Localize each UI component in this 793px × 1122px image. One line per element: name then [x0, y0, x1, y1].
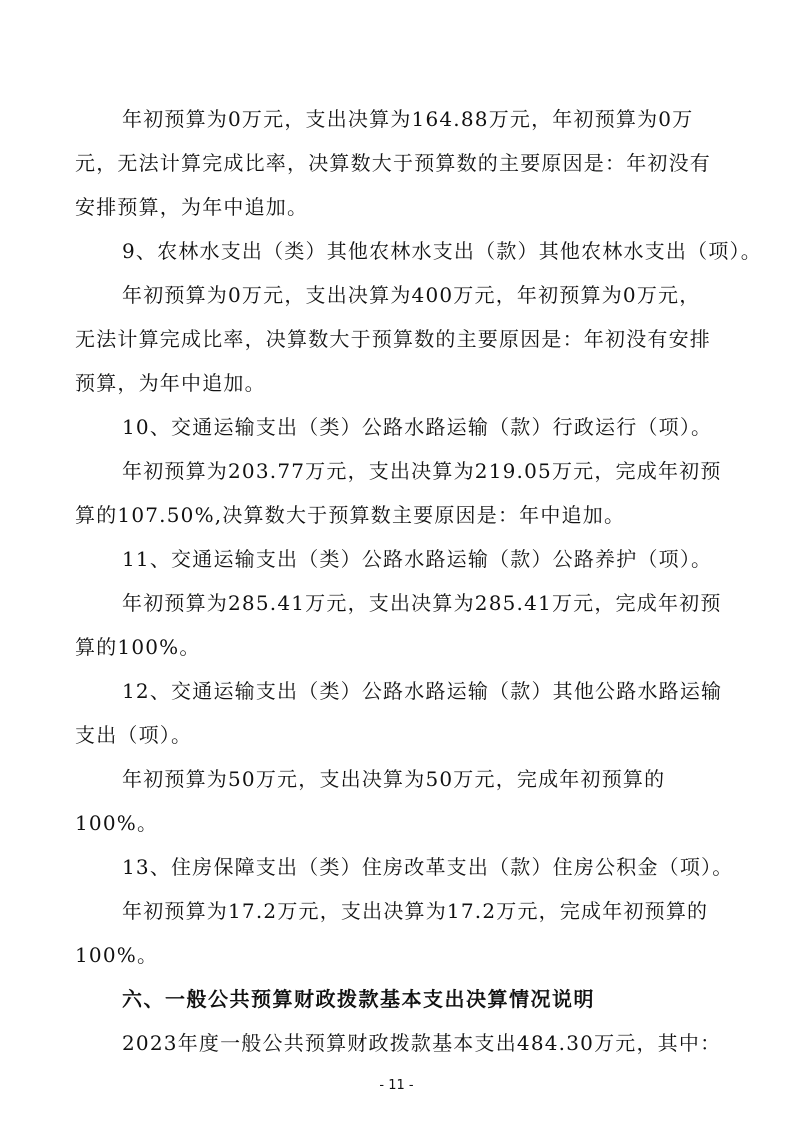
paragraph-line: 年初预算为203.77万元，支出决算为219.05万元，完成年初预 [122, 459, 722, 483]
item-heading-12-cont: 支出（项）。 [75, 723, 193, 747]
paragraph-line: 年初预算为0万元，支出决算为164.88万元，年初预算为0万 [122, 107, 694, 131]
section-heading: 六、一般公共预算财政拨款基本支出决算情况说明 [122, 987, 595, 1011]
item-heading-10: 10、交通运输支出（类）公路水路运输（款）行政运行（项）。 [122, 415, 713, 439]
paragraph-line: 算的107.50%,决算数大于预算数主要原因是：年中追加。 [75, 503, 626, 527]
paragraph-line: 年初预算为17.2万元，支出决算为17.2万元，完成年初预算的 [122, 899, 709, 923]
page-number: - 11 - [379, 1078, 414, 1093]
paragraph-line: 算的100%。 [75, 635, 201, 659]
paragraph-line: 元，无法计算完成比率，决算数大于预算数的主要原因是：年初没有 [75, 151, 711, 175]
paragraph-line: 安排预算，为年中追加。 [75, 195, 309, 219]
paragraph-line: 年初预算为0万元，支出决算为400万元，年初预算为0万元， [122, 283, 701, 307]
paragraph-line: 2023年度一般公共预算财政拨款基本支出484.30万元，其中： [122, 1031, 722, 1055]
paragraph-line: 年初预算为50万元，支出决算为50万元，完成年初预算的 [122, 767, 666, 791]
paragraph-line: 100%。 [75, 943, 159, 967]
item-heading-12: 12、交通运输支出（类）公路水路运输（款）其他公路水路运输 [122, 679, 723, 703]
paragraph-line: 预算，为年中追加。 [75, 371, 266, 395]
paragraph-line: 年初预算为285.41万元，支出决算为285.41万元，完成年初预 [122, 591, 722, 615]
item-heading-11: 11、交通运输支出（类）公路水路运输（款）公路养护（项）。 [122, 547, 713, 571]
paragraph-line: 无法计算完成比率，决算数大于预算数的主要原因是：年初没有安排 [75, 327, 711, 351]
item-heading-9: 9、农林水支出（类）其他农林水支出（款）其他农林水支出（项）。 [122, 239, 762, 263]
item-heading-13: 13、住房保障支出（类）住房改革支出（款）住房公积金（项）。 [122, 855, 734, 879]
paragraph-line: 100%。 [75, 811, 159, 835]
